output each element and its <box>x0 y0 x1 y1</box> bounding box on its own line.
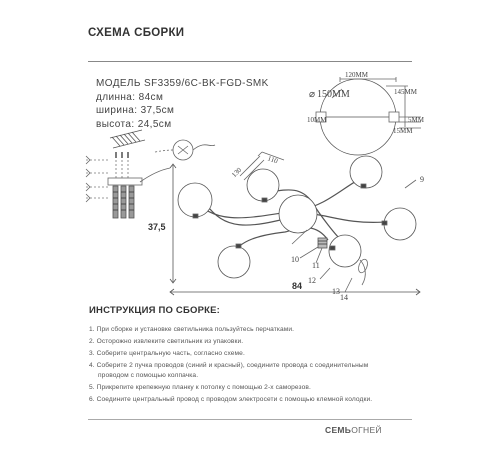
step-1: 1. При сборке и установке светильника пользуйтесь перчатками. <box>89 326 295 333</box>
brand-rest: ОГНЕЙ <box>351 425 382 435</box>
dim-diameter-150: 150MM <box>317 89 350 100</box>
dim-shade-height: 110 <box>266 154 279 166</box>
callout-10: 10 <box>291 255 299 264</box>
dim-15mm: 15MM <box>393 127 413 135</box>
width-line: ширина: 37,5см <box>96 105 175 116</box>
dim-10mm: 10MM <box>307 116 327 124</box>
step-6: 6. Соедините центральный провод с проводом электросети с помощью клемной колодки. <box>89 396 373 403</box>
dim-5mm: 5MM <box>408 116 424 124</box>
step-4-continued: проводом с помощью колпачка. <box>98 372 199 379</box>
callout-9: 9 <box>420 175 424 184</box>
dim-shade-diameter: 130 <box>230 165 244 180</box>
model-line: МОДЕЛЬ SF3359/6C-BK-FGD-SMK <box>96 78 269 89</box>
instructions-title: ИНСТРУКЦИЯ ПО СБОРКЕ: <box>89 305 221 316</box>
callout-12: 12 <box>308 276 316 285</box>
step-2: 2. Осторожно извлеките светильник из упаковки. <box>89 338 244 345</box>
dim-height-145: 145MM <box>394 88 417 96</box>
dim-diameter-150-symbol: ⌀ <box>309 89 316 100</box>
dim-width-120: 120MM <box>345 71 368 79</box>
height-line: высота: 24,5см <box>96 118 172 130</box>
dim-height-total: 37,5 <box>148 222 166 232</box>
page-title: СХЕМА СБОРКИ <box>88 27 185 39</box>
dim-length-total: 84 <box>292 281 303 291</box>
bottom-divider <box>88 419 412 420</box>
callout-14: 14 <box>340 293 348 300</box>
callout-13: 13 <box>332 287 340 296</box>
callout-11: 11 <box>312 261 320 270</box>
brand-logo <box>325 425 382 435</box>
length-line: длинна: 84см <box>96 91 164 103</box>
step-4: 4. Соберите 2 пучка проводов (синий и красный), соедините провода с соединительным <box>89 362 369 369</box>
brand-bold: СЕМЬ <box>325 425 352 435</box>
fixture-drawing <box>178 152 416 292</box>
step-3: 3. Соберите центральную часть, согласно схеме. <box>89 350 245 357</box>
step-5: 5. Прикрепите крепежную планку к потолку с помощью 2-х саморезов. <box>89 384 311 391</box>
